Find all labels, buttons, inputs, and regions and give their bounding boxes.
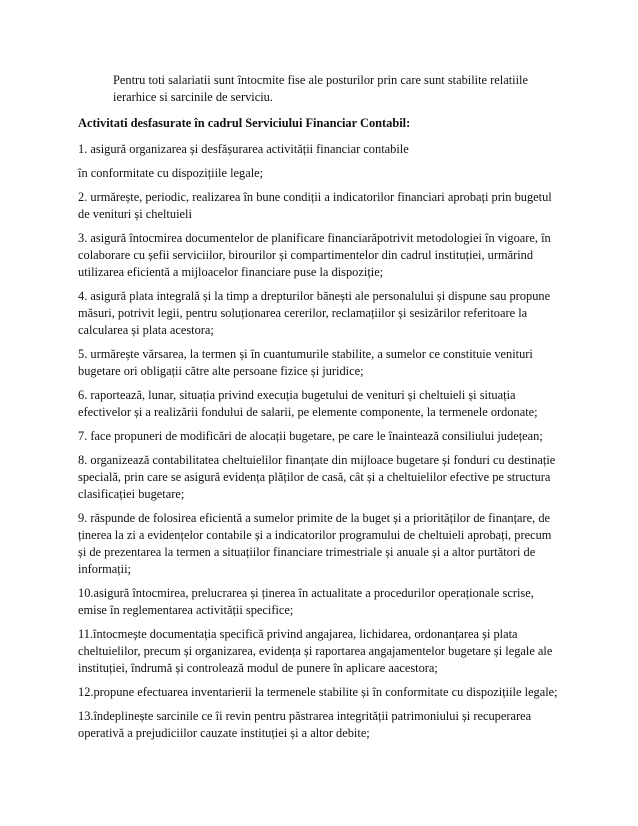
intro-line: Pentru toti salariatii sunt întocmite fise ale posturilor prin care sunt stabilite relatiile — [113, 73, 528, 87]
list-item-line: 6. raportează, lunar, situația privind execuția bugetului de venituri și cheltuieli și situația — [78, 388, 516, 402]
list-item-line: instituției, îndrumă și controlează modul de punere în aplicare aacestora; — [78, 661, 438, 675]
list-item-line: colaborare cu șefii serviciilor, birourilor și compartimentelor din cadrul instituției, urmărind — [78, 248, 534, 262]
list-item — [78, 230, 563, 281]
list-item-line: bugetare ori obligații către alte persoane fizice și juridice; — [78, 364, 364, 378]
list-item-line: și de prezentarea la termen a situațiilor financiare trimestriale și anuale și a altor purtători de — [78, 545, 536, 559]
list-item — [78, 288, 563, 339]
list-item — [78, 141, 563, 158]
document-page — [78, 72, 563, 749]
list-item — [78, 510, 563, 578]
intro-line: ierarhice si sarcinile de serviciu. — [113, 90, 273, 104]
list-item-line: specială, prin care se asigură evidența plăților de casă, cât și a cheltuielilor efective pe structura — [78, 470, 551, 484]
section-heading: Activitati desfasurate în cadrul Serviciului Financiar Contabil: — [78, 116, 411, 130]
list-item-line: clasificației bugetare; — [78, 487, 185, 501]
intro-paragraph — [78, 72, 563, 106]
list-item-line: 8. organizează contabilitatea cheltuielilor finanțate din mijloace bugetare și fonduri cu destinație — [78, 453, 556, 467]
list-item-line: efectivelor și a realizării fondului de salarii, pe elemente componente, la termenele ordonate; — [78, 405, 538, 419]
list-item-line: 7. face propuneri de modificări de alocații bugetare, pe care le înaintează consiliului județean; — [78, 429, 543, 443]
list-item — [78, 346, 563, 380]
list-item — [78, 387, 563, 421]
list-item-line: 11.întocmește documentația specifică privind angajarea, lichidarea, ordonanțarea și plata — [78, 627, 518, 641]
list-item — [78, 684, 563, 701]
list-item — [78, 708, 563, 742]
list-item-line: 10.asigură întocmirea, prelucrarea și ținerea în actualitate a procedurilor operaționale scrise, — [78, 586, 534, 600]
list-item-line: 5. urmărește vărsarea, la termen și în cuantumurile stabilite, a sumelor ce constituie venituri — [78, 347, 533, 361]
list-item-line: utilizarea eficientă a mijloacelor financiare puse la dispoziție; — [78, 265, 384, 279]
list-item — [78, 428, 563, 445]
list-item-line: 2. urmărește, periodic, realizarea în bune condiții a indicatorilor financiari aprobați prin bugetul — [78, 190, 552, 204]
list-item-line: 13.îndeplinește sarcinile ce îi revin pentru păstrarea integrității patrimoniului și recuperarea — [78, 709, 532, 723]
list-item-line: 1. asigură organizarea și desfășurarea activității financiar contabile — [78, 142, 409, 156]
list-item-line: cheltuielilor, precum și organizarea, evidența și raportarea angajamentelor bugetare și legale ale — [78, 644, 553, 658]
list-item-line: informații; — [78, 562, 131, 576]
list-item — [78, 452, 563, 503]
list-item-line: calcularea și plata acestora; — [78, 323, 214, 337]
list-item-line: 9. răspunde de folosirea eficientă a sumelor primite de la buget și a priorităților de finanțare, de — [78, 511, 551, 525]
list-item-line: operativă a prejudiciilor cauzate instituției și a altor debite; — [78, 726, 370, 740]
responsibilities-list — [78, 141, 563, 742]
list-item-line: 4. asigură plata integrală și la timp a drepturilor bănești ale personalului și dispune sau propune — [78, 289, 551, 303]
list-item-line: 12.propune efectuarea inventarierii la termenele stabilite și în conformitate cu dispozițiile legale; — [78, 685, 558, 699]
list-item — [78, 626, 563, 677]
list-item-line: ținerea la zi a evidențelor contabile și a indicatorilor programului de cheltuieli aprobați, precum — [78, 528, 552, 542]
list-item — [78, 585, 563, 619]
list-item — [78, 189, 563, 223]
list-item-line: emise în reglementarea activității specifice; — [78, 603, 294, 617]
list-item-line: de venituri și cheltuieli — [78, 207, 192, 221]
list-item — [78, 165, 563, 182]
list-item-line: în conformitate cu dispozițiile legale; — [78, 166, 264, 180]
list-item-line: 3. asigură întocmirea documentelor de planificare financiarăpotrivit metodologiei în vigoare, în — [78, 231, 551, 245]
list-item-line: măsuri, potrivit legii, pentru soluționarea cererilor, reclamațiilor și sesizărilor referitoare la — [78, 306, 528, 320]
